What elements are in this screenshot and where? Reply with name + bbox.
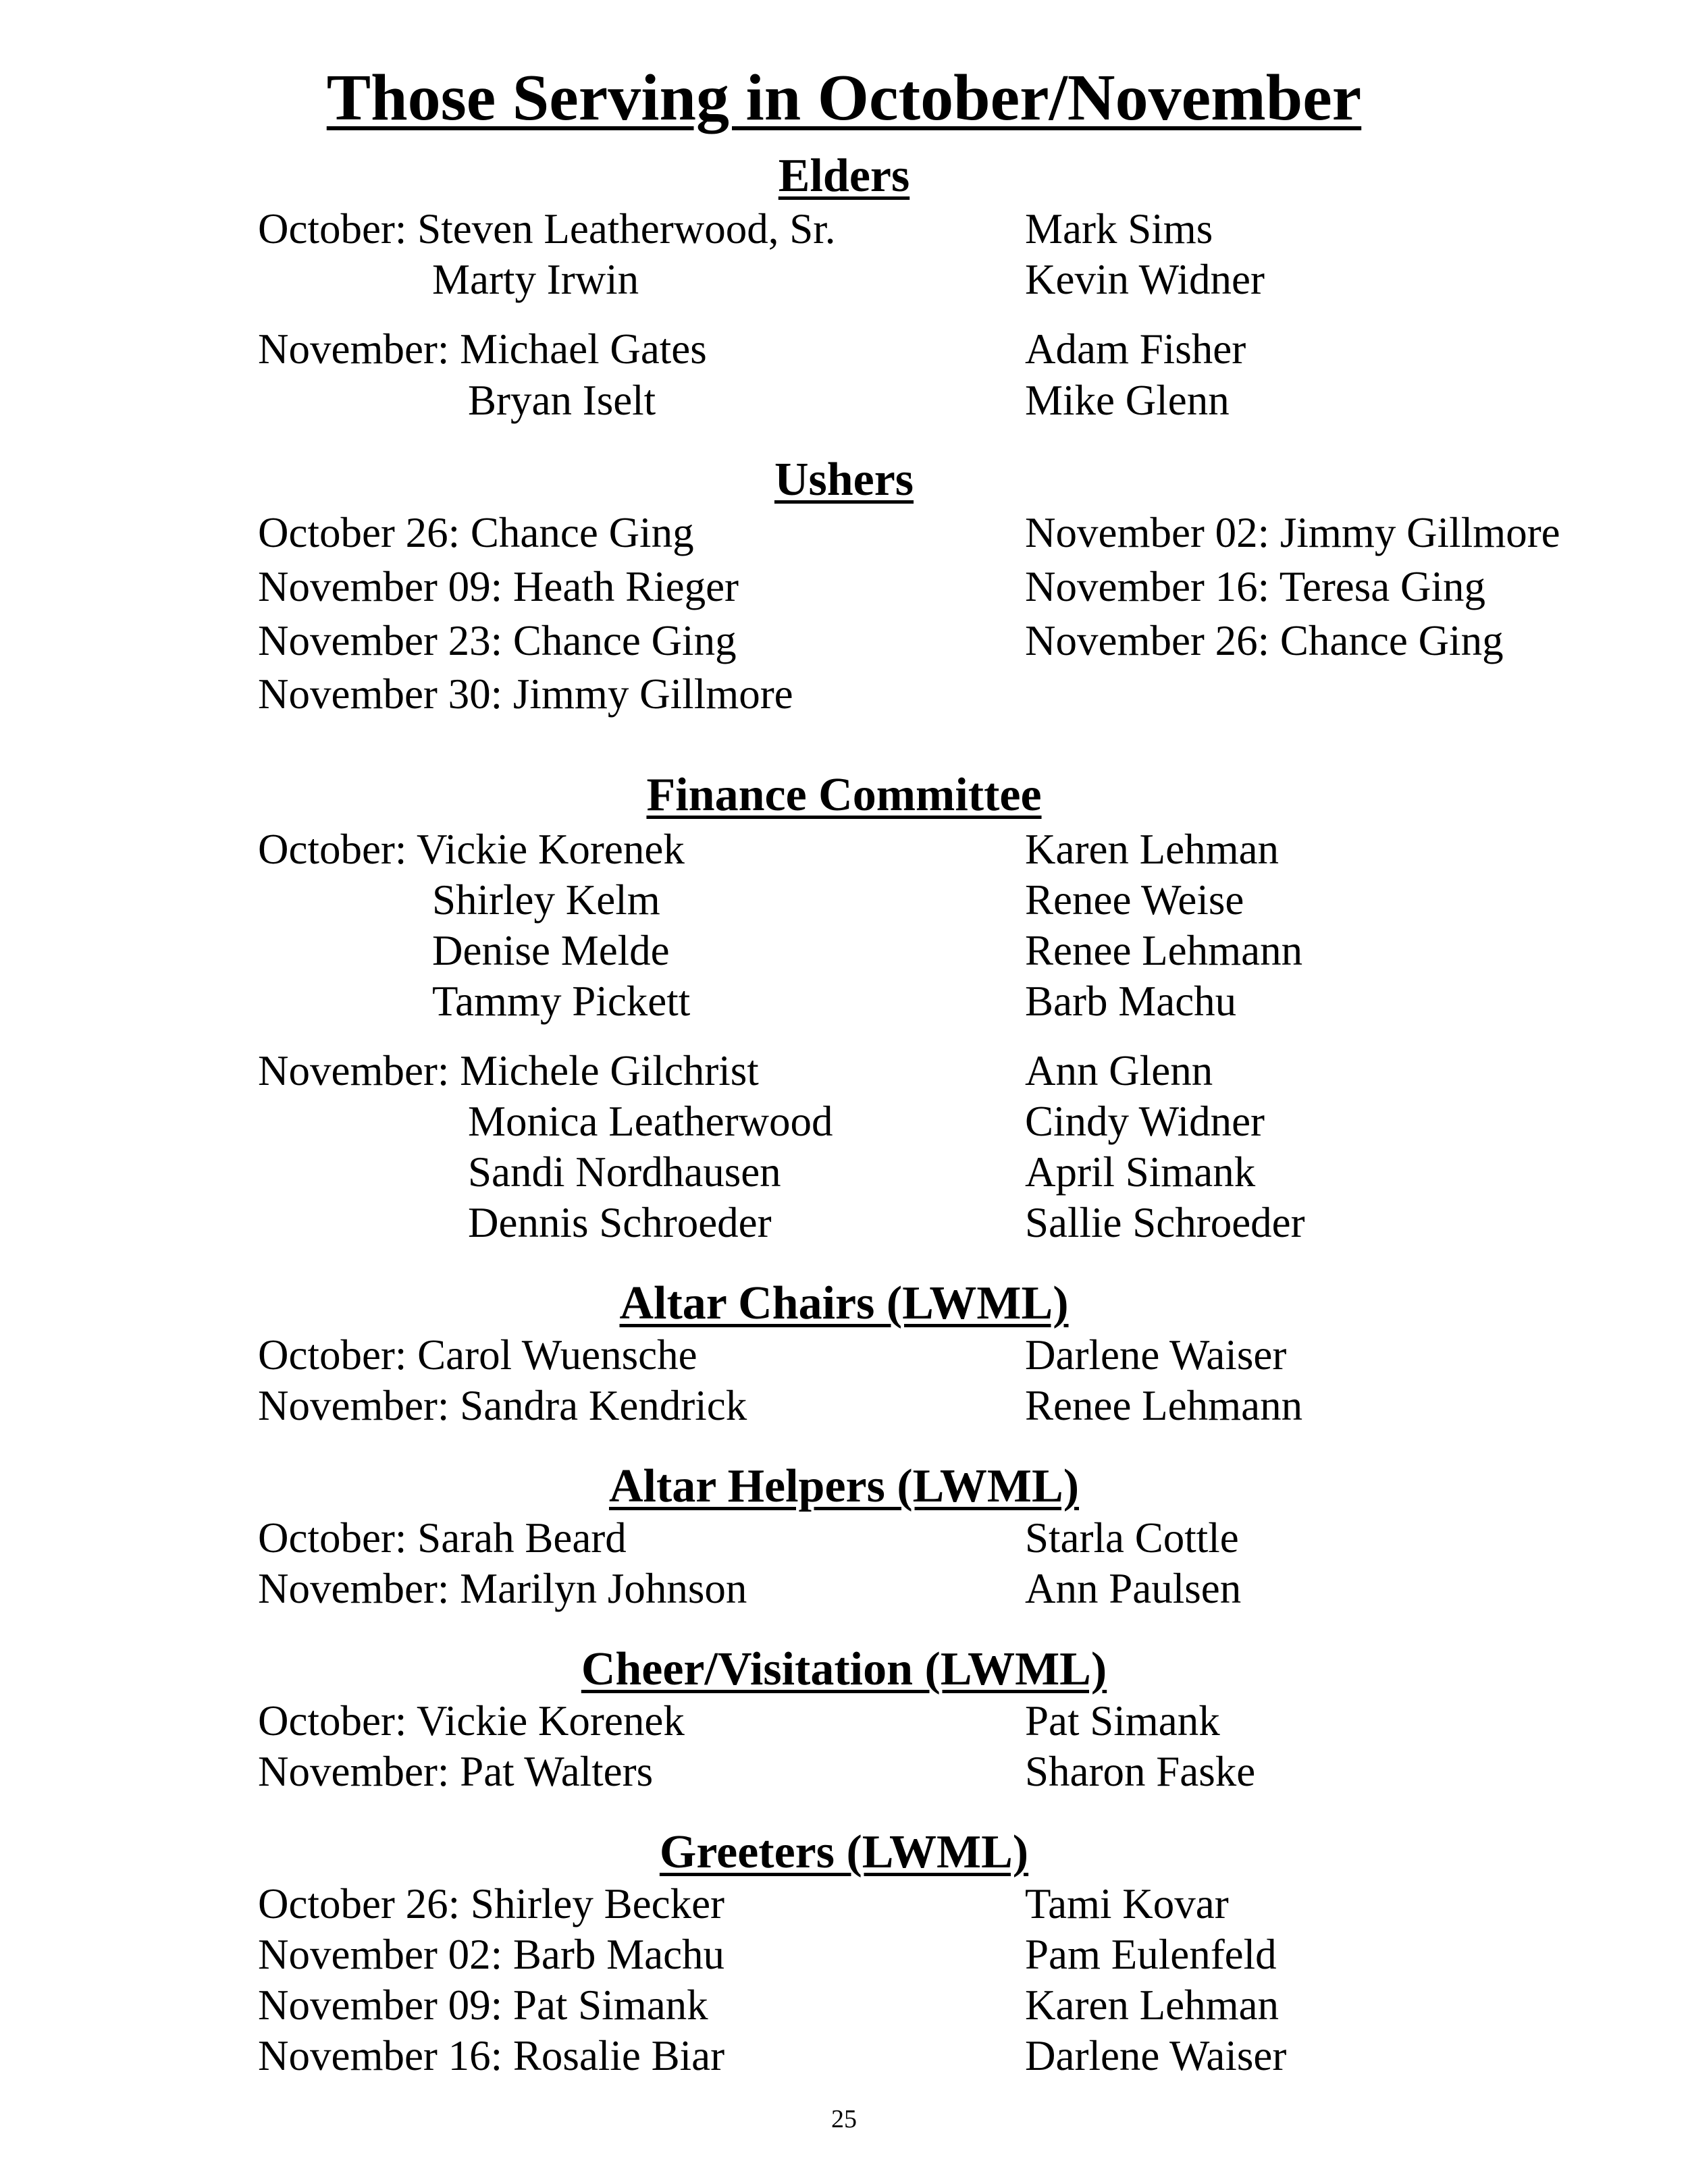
ushers-left-1: November 09: Heath Rieger	[258, 563, 739, 610]
elders-right-1: Kevin Widner	[1025, 256, 1265, 303]
greeters-left-3: November 16: Rosalie Biar	[258, 2032, 725, 2079]
finance-right-6: April Simank	[1025, 1148, 1256, 1196]
finance-left-7: Dennis Schroeder	[468, 1199, 772, 1246]
cheer-right-1: Sharon Faske	[1025, 1748, 1256, 1795]
ushers-right-0: November 02: Jimmy Gillmore	[1025, 509, 1560, 556]
finance-left-1: Shirley Kelm	[432, 876, 660, 924]
finance-left-6: Sandi Nordhausen	[468, 1148, 781, 1196]
greeters-left-1: November 02: Barb Machu	[258, 1931, 725, 1978]
greeters-left-2: November 09: Pat Simank	[258, 1981, 708, 2029]
finance-right-5: Cindy Widner	[1025, 1098, 1265, 1145]
finance-left-2: Denise Melde	[432, 927, 670, 974]
altar-chairs-left-0: October: Carol Wuensche	[258, 1331, 697, 1379]
greeters-right-2: Karen Lehman	[1025, 1981, 1280, 2029]
altar-chairs-heading: Altar Chairs (LWML)	[619, 1277, 1069, 1329]
altar-helpers-left-0: October: Sarah Beard	[258, 1514, 627, 1562]
finance-left-3: Tammy Pickett	[432, 978, 691, 1025]
finance-right-2: Renee Lehmann	[1025, 927, 1303, 974]
ushers-heading: Ushers	[774, 454, 914, 506]
elders-right-0: Mark Sims	[1025, 205, 1213, 252]
greeters-right-0: Tami Kovar	[1025, 1880, 1229, 1927]
finance-left-5: Monica Leatherwood	[468, 1098, 833, 1145]
finance-left-0: October: Vickie Korenek	[258, 826, 685, 873]
cheer-right-0: Pat Simank	[1025, 1697, 1220, 1744]
elders-right-2: Adam Fisher	[1025, 325, 1246, 373]
altar-chairs-right-0: Darlene Waiser	[1025, 1331, 1287, 1379]
altar-chairs-right-1: Renee Lehmann	[1025, 1382, 1303, 1429]
greeters-right-3: Darlene Waiser	[1025, 2032, 1287, 2079]
altar-helpers-heading: Altar Helpers (LWML)	[608, 1460, 1080, 1512]
altar-helpers-left-1: November: Marilyn Johnson	[258, 1565, 747, 1612]
ushers-left-3: November 30: Jimmy Gillmore	[258, 670, 793, 718]
finance-right-3: Barb Machu	[1025, 978, 1237, 1025]
ushers-right-2: November 26: Chance Ging	[1025, 617, 1504, 664]
elders-left-2: November: Michael Gates	[258, 325, 707, 373]
ushers-right-1: November 16: Teresa Ging	[1025, 563, 1485, 610]
elders-left-3: Bryan Iselt	[468, 377, 656, 424]
cheer-left-1: November: Pat Walters	[258, 1748, 654, 1795]
page-number: 25	[831, 2105, 857, 2133]
finance-right-0: Karen Lehman	[1025, 826, 1280, 873]
cheer-heading: Cheer/Visitation (LWML)	[581, 1643, 1107, 1695]
altar-helpers-right-1: Ann Paulsen	[1025, 1565, 1242, 1612]
elders-right-3: Mike Glenn	[1025, 377, 1230, 424]
ushers-left-2: November 23: Chance Ging	[258, 617, 737, 664]
greeters-right-1: Pam Eulenfeld	[1025, 1931, 1277, 1978]
greeters-heading: Greeters (LWML)	[659, 1826, 1029, 1878]
page-title: Those Serving in October/November	[326, 61, 1362, 134]
greeters-left-0: October 26: Shirley Becker	[258, 1880, 725, 1927]
finance-heading: Finance Committee	[646, 769, 1042, 821]
elders-heading: Elders	[778, 150, 910, 202]
finance-left-4: November: Michele Gilchrist	[258, 1047, 759, 1094]
cheer-left-0: October: Vickie Korenek	[258, 1697, 685, 1744]
altar-chairs-left-1: November: Sandra Kendrick	[258, 1382, 747, 1429]
elders-left-0: October: Steven Leatherwood, Sr.	[258, 205, 836, 252]
finance-right-7: Sallie Schroeder	[1025, 1199, 1305, 1246]
elders-left-1: Marty Irwin	[432, 256, 639, 303]
ushers-left-0: October 26: Chance Ging	[258, 509, 694, 556]
finance-right-4: Ann Glenn	[1025, 1047, 1213, 1094]
finance-right-1: Renee Weise	[1025, 876, 1244, 924]
altar-helpers-right-0: Starla Cottle	[1025, 1514, 1239, 1562]
